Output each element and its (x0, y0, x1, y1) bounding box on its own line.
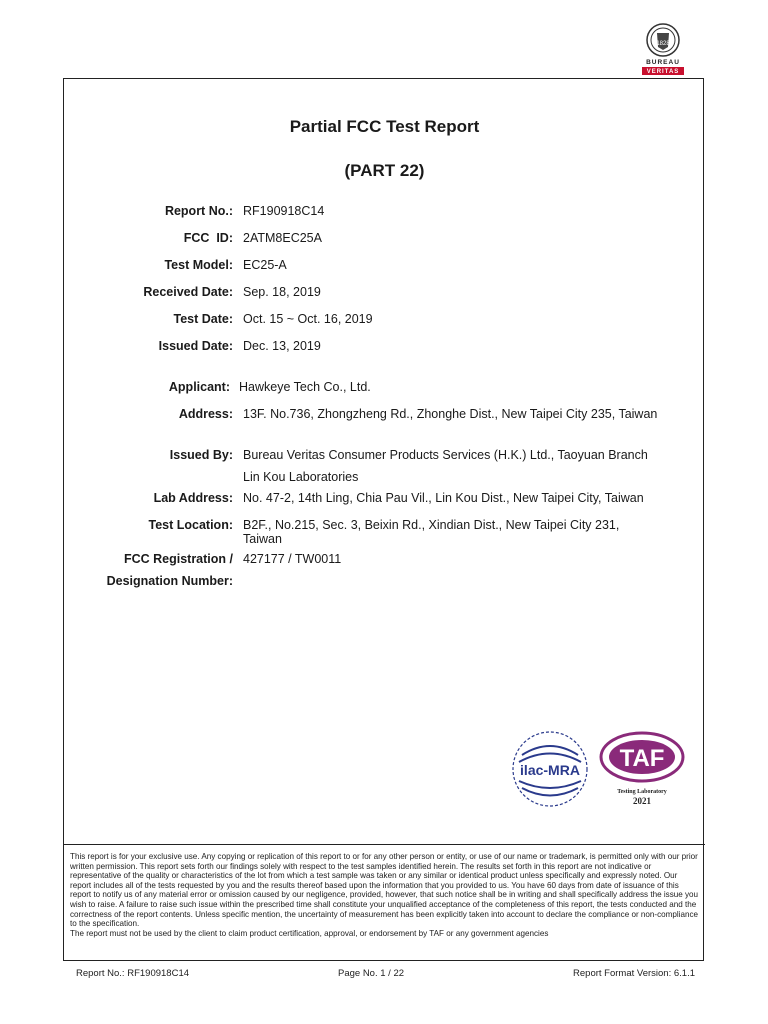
received-date-value: Sep. 18, 2019 (243, 285, 321, 299)
issued-by-label: Issued By: (169, 448, 233, 462)
disclaimer-text: This report is for your exclusive use. Any copying or replication of this report to or for any other person or entity, or use of our name or trademark, is permitted only with our prior written permission. This report sets forth our findings solely with respect to the test samples identified herein. The results set forth in this report are not indicative or representative of the quality or characteristics of the lot from which a test sample was taken or any similar or identical product unless specifically and expressly noted. Our report includes all of the tests requested by you and the results thereof based upon the information that you provided to us. You have 60 days from date of issuance of this report to notify us of any material error or omission caused by our negligence, provided, however, that such notice shall be in writing and shall specifically address the issue you wish to raise. A failure to raise such issue within the prescribed time shall constitute your unqualified acceptance of the completeness of this report, the tests conducted and the correctness of the report contents. Unless specific mention, the uncertainty of measurement has been explicitly taken into account to declare the compliance or non-compliance to the specification. (70, 852, 699, 929)
test-model-label: Test Model: (164, 258, 233, 272)
fcc-registration-value: 427177 / TW0011 (243, 552, 342, 566)
svg-text:VERITAS: VERITAS (646, 69, 680, 75)
disclaimer-taf-note: The report must not be used by the client to claim product certification, approval, or endorsement by TAF or any government agencies (70, 928, 549, 938)
footer-format-version: Report Format Version: 6.1.1 (573, 968, 695, 979)
report-title: Partial FCC Test Report (289, 117, 480, 136)
taf-text: TAF (619, 745, 665, 772)
taf-logo (601, 733, 683, 806)
logo-year: 1828 (656, 41, 670, 47)
report-subtitle: (PART 22) (344, 161, 425, 180)
fcc-registration-label: FCC Registration / (123, 552, 233, 566)
ilac-mra-logo (513, 732, 587, 806)
accreditation-logos (510, 731, 690, 811)
issued-date-label: Issued Date: (158, 339, 233, 353)
test-date-label: Test Date: (173, 312, 233, 326)
report-no-label: Report No.: (164, 204, 233, 218)
address-label: Address: (178, 407, 233, 421)
address-value: 13F. No.736, Zhongzheng Rd., Zhonghe Dist., New Taipei City 235, Taiwan (243, 407, 658, 421)
footer-report-no: Report No.: RF190918C14 (76, 968, 190, 979)
designation-number-label: Designation Number: (106, 574, 233, 588)
svg-text:BUREAU: BUREAU (646, 59, 680, 66)
applicant-value: Hawkeye Tech Co., Ltd. (239, 380, 371, 394)
fcc-id-label: FCC ID: (183, 231, 233, 245)
received-date-label: Received Date: (143, 285, 233, 299)
bureau-veritas-logo (640, 22, 686, 80)
disclaimer-box (64, 844, 705, 961)
test-location-value: B2F., No.215, Sec. 3, Beixin Rd., Xindian Dist., New Taipei City 231, (243, 518, 620, 532)
lab-address-value: No. 47-2, 14th Ling, Chia Pau Vil., Lin Kou Dist., New Taipei City, Taiwan (243, 491, 644, 505)
test-location-label: Test Location: (148, 518, 233, 532)
taf-caption: Testing Laboratory (617, 789, 667, 795)
test-date-value: Oct. 15 ~ Oct. 16, 2019 (243, 312, 373, 326)
report-no-value: RF190918C14 (243, 204, 325, 218)
ilac-mra-text: ilac-MRA (520, 762, 580, 778)
fcc-id-value: 2ATM8EC25A (243, 231, 322, 245)
taf-number: 2021 (633, 796, 651, 806)
issued-by-value: Bureau Veritas Consumer Products Services (H.K.) Ltd., Taoyuan Branch (243, 448, 648, 462)
report-frame (63, 78, 704, 961)
issued-date-value: Dec. 13, 2019 (243, 339, 321, 353)
test-model-value: EC25-A (243, 258, 287, 272)
issued-by-value-line2: Lin Kou Laboratories (243, 470, 359, 484)
applicant-label: Applicant: (168, 380, 230, 394)
test-location-value-line2: Taiwan (243, 532, 282, 546)
footer-page-no: Page No. 1 / 22 (338, 968, 405, 979)
lab-address-label: Lab Address: (153, 491, 233, 505)
